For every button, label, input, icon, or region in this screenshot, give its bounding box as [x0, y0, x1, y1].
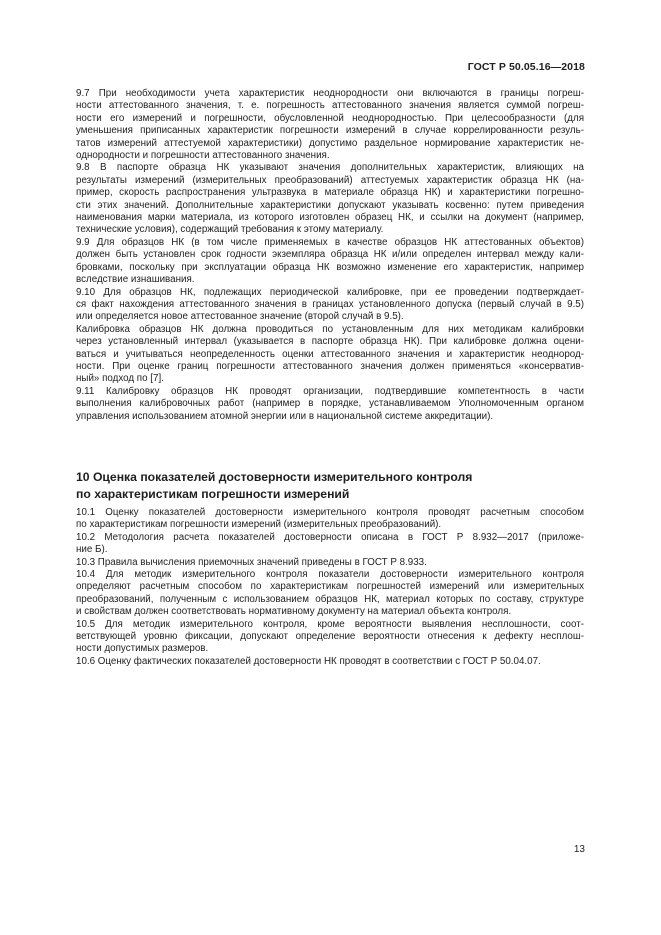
text-line: сти этих значений. Дополнительные характеристики допускают указывать косвенно: путем приведения	[76, 199, 584, 211]
text-line: татов измерений аттестуемой характеристики) допустимо раздельное нормирование характеристик не-	[76, 137, 584, 149]
heading-line: 10 Оценка показателей достоверности измерительного контроля	[76, 470, 473, 484]
text-line: ние Б).	[76, 544, 108, 556]
text-line: 9.7 При необходимости учета характеристик неоднородности они включаются в границы погреш-	[76, 88, 584, 99]
body-paragraph	[76, 386, 584, 423]
text-line: результаты измерений (измерительных преобразований) аттестуемых характеристик образца НК (на-	[76, 174, 584, 186]
body-paragraph	[76, 324, 584, 386]
text-line: или определяется новое аттестованное значение (второй случай в 9.5).	[76, 311, 404, 323]
text-line: выполнения калибровочных работ (например в порядке, устанавливаемом Уполномоченным органом	[76, 398, 584, 410]
section-paragraph	[76, 557, 584, 569]
text-line: ности аттестованного значения, т. е. погрешность аттестованного значения является суммой погреш-	[76, 100, 584, 112]
text-line: бровками, поскольку при эксплуатации образца НК возможно изменение его характеристик, например	[76, 261, 584, 273]
text-line: через установленный интервал (указывается в паспорте образца НК). При калибровке должна оцени-	[76, 336, 584, 348]
document-code-header: ГОСТ Р 50.05.16—2018	[467, 61, 585, 73]
text-line: вследствие изнашивания.	[76, 274, 195, 286]
text-line: 10.2 Методология расчета показателей достоверности описана в ГОСТ Р 8.932—2017 (приложе-	[76, 531, 584, 543]
text-line: управления использованием атомной энергии или в национальной системе аккредитации).	[76, 410, 494, 422]
section-paragraph	[76, 532, 584, 557]
text-line: ся факт нахождения аттестованного значения в границах установленного допуска (первый случай в 9.5)	[76, 298, 584, 310]
text-line: 10.1 Оценку показателей достоверности измерительного контроля проводят расчетным способом	[76, 507, 584, 518]
text-line: пример, скорость распространения ультразвука в материале образца НК) и характеристики погрешно-	[76, 187, 584, 199]
text-line: по характеристикам погрешности измерений (измерительных преобразований).	[76, 519, 442, 531]
text-line: ваться и учитываться неопределенность оценки аттестованного значения и характеристик неоднород-	[76, 348, 584, 360]
text-line: 10.6 Оценку фактических показателей достоверности НК проводят в соответствии с ГОСТ Р 50.04.07.	[76, 655, 541, 667]
text-line: ветствующей уровню фиксации, допускают определение вероятности отнесения к дефекту несплош-	[76, 631, 584, 643]
heading-line: по характеристикам погрешности измерений	[76, 486, 350, 501]
text-line: технические условия), содержащий требования к этому материалу.	[76, 224, 384, 236]
text-line: ный» подход по [7].	[76, 373, 164, 385]
text-line: 9.11 Калибровку образцов НК проводят организации, подтвердившие компетентность в части	[76, 385, 584, 397]
section-10-body	[76, 507, 584, 668]
text-line: 9.9 Для образцов НК (в том числе применяемых в качестве образцов НК аттестованных объектов)	[76, 236, 584, 248]
text-line: 9.8 В паспорте образца НК указывают значения дополнительных характеристик, влияющих на	[76, 162, 584, 174]
text-line: 10.4 Для методик измерительного контроля показатели достоверности измерительного контроля	[76, 569, 584, 581]
text-line: ности. При оценке границ погрешности аттестованного значения должен применяться «консерватив-	[76, 360, 584, 372]
text-line: и свойствам должен соответствовать нормативному документу на материал объекта контроля.	[76, 606, 512, 618]
body-paragraph	[76, 287, 584, 324]
body-paragraph	[76, 237, 584, 287]
text-line: ности его измерений и погрешности, обусловленной неоднородностью. При целесообразности (для	[76, 112, 584, 124]
text-line: 10.5 Для методик измерительного контроля, кроме вероятности выявления несплошности, соот-	[76, 618, 584, 630]
section-10-heading	[76, 469, 584, 502]
text-line: ности допустимых размеров.	[76, 643, 209, 655]
page-number: 13	[573, 844, 585, 855]
text-line: наименования марки материала, из которого изготовлен образец НК, и ссылки на документ (например,	[76, 212, 584, 224]
text-line: 9.10 Для образцов НК, подлежащих периодической калибровке, при ее проведении подтверждает-	[76, 286, 584, 298]
section-paragraph	[76, 619, 584, 656]
text-line: однородности и погрешности аттестованного значения.	[76, 150, 330, 162]
section-paragraph	[76, 656, 584, 668]
text-line: 10.3 Правила вычисления приемочных значений приведены в ГОСТ Р 8.933.	[76, 556, 427, 568]
text-line: Калибровка образцов НК должна проводиться по установленным для них методикам калибровки	[76, 323, 584, 335]
body-paragraph	[76, 88, 584, 162]
text-line: преобразований, полученным с использованием образцов НК, материал которых по составу, структуре	[76, 593, 584, 605]
text-line: уменьшения приписанных характеристик погрешности измерений в случае коррелированности резуль-	[76, 125, 584, 137]
section-paragraph	[76, 507, 584, 532]
section-paragraph	[76, 569, 584, 619]
text-line: должен быть установлен срок годности экземпляра образца НК и/или определен интервал между кали-	[76, 249, 584, 261]
text-line: определяют расчетным способом по характеристикам погрешностей измерений или измерительных	[76, 581, 584, 593]
body-text-top	[76, 88, 584, 423]
body-paragraph	[76, 162, 584, 236]
